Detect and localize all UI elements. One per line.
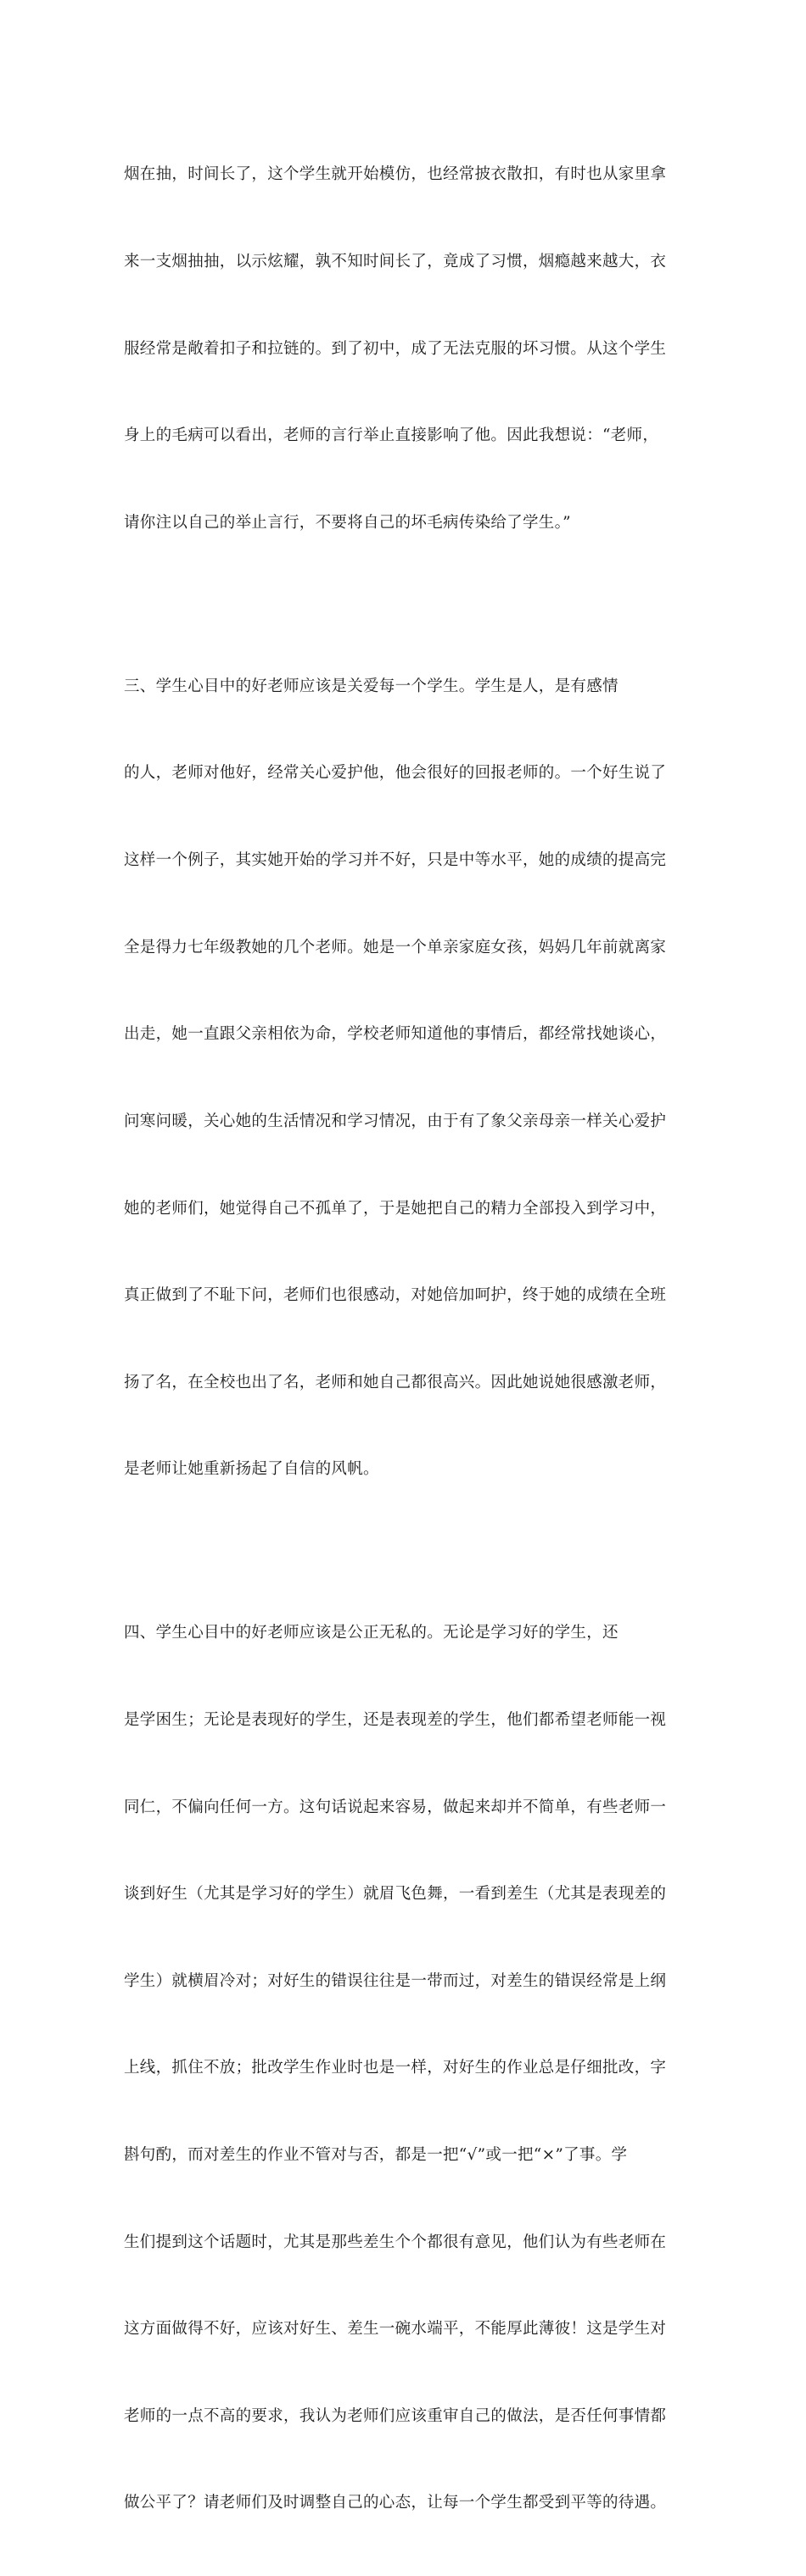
text-line: 全是得力七年级教她的几个老师。她是一个单亲家庭女孩，妈妈几年前就离家 — [124, 938, 667, 956]
text-line: 这方面做得不好，应该对好生、差生一碗水端平，不能厚此薄彼！这是学生对 — [124, 2320, 667, 2339]
text-line: 来一支烟抽抽，以示炫耀，孰不知时间长了，竟成了习惯，烟瘾越来越大，衣 — [124, 253, 667, 271]
paragraph-3 — [124, 1561, 684, 2576]
paragraph-2 — [124, 614, 684, 1542]
text-line: 四、学生心目中的好老师应该是公正无私的。无论是学习好的学生，还 — [124, 1624, 618, 1642]
text-line: 这样一个例子，其实她开始的学习并不好，只是中等水平，她的成绩的提高完 — [124, 851, 667, 870]
text-line: 做公平了？请老师们及时调整自己的心态，让每一个学生都受到平等的待遇。 — [124, 2494, 667, 2512]
text-line: 生们提到这个话题时，尤其是那些差生个个都很有意见，他们认为有些老师在 — [124, 2233, 667, 2251]
text-line: 老师的一点不高的要求，我认为老师们应该重审自己的做法，是否任何事情都 — [124, 2406, 667, 2425]
text-line: 问寒问暖，关心她的生活情况和学习情况，由于有了象父亲母亲一样关心爱护 — [124, 1112, 667, 1130]
text-line: 的人，老师对他好，经常关心爱护他，他会很好的回报老师的。一个好生说了 — [124, 764, 667, 783]
text-line: 同仁，不偏向任何一方。这句话说起来容易，做起来却并不简单，有些老师一 — [124, 1798, 667, 1816]
document-body — [124, 103, 684, 2576]
text-line: 是老师让她重新扬起了自信的风帆。 — [124, 1460, 379, 1479]
text-line: 是学困生；无论是表现好的学生，还是表现差的学生，他们都希望老师能一视 — [124, 1710, 667, 1729]
text-line: 上线，抓住不放；批改学生作业时也是一样，对好生的作业总是仔细批改，字 — [124, 2059, 667, 2077]
text-line: 请你注以自己的举止言行，不要将自己的坏毛病传染给了学生。” — [124, 513, 571, 532]
text-line: 三、学生心目中的好老师应该是关爱每一个学生。学生是人，是有感情 — [124, 677, 618, 695]
text-line: 身上的毛病可以看出，老师的言行举止直接影响了他。因此我想说：“老师， — [124, 427, 659, 445]
paragraph-1 — [124, 103, 684, 595]
text-line: 谈到好生（尤其是学习好的学生）就眉飞色舞，一看到差生（尤其是表现差的 — [124, 1885, 667, 1904]
text-line: 出走，她一直跟父亲相依为命，学校老师知道他的事情后，都经常找她谈心， — [124, 1025, 667, 1044]
text-line: 真正做到了不耻下问，老师们也很感动，对她倍加呵护，终于她的成绩在全班 — [124, 1286, 667, 1305]
text-line: 学生）就横眉冷对；对好生的错误往往是一带而过，对差生的错误经常是上纲 — [124, 1971, 667, 1990]
text-line: 烟在抽，时间长了，这个学生就开始模仿，也经常披衣散扣，有时也从家里拿 — [124, 165, 667, 184]
text-line: 斟句酌，而对差生的作业不管对与否，都是一把“√”或一把“×”了事。学 — [124, 2146, 628, 2165]
text-line: 扬了名，在全校也出了名，老师和她自己都很高兴。因此她说她很感激老师， — [124, 1373, 667, 1391]
text-line: 她的老师们，她觉得自己不孤单了，于是她把自己的精力全部投入到学习中， — [124, 1199, 667, 1218]
text-line: 服经常是敞着扣子和拉链的。到了初中，成了无法克服的坏习惯。从这个学生 — [124, 339, 667, 358]
